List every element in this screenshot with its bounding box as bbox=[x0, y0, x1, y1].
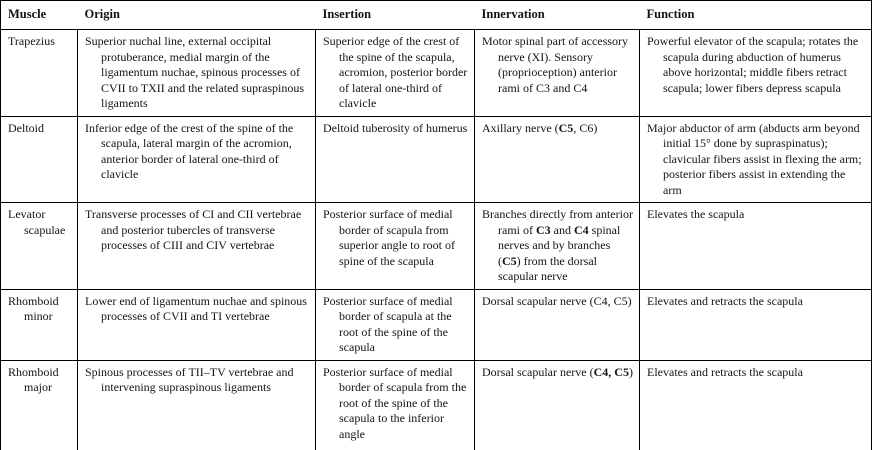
function-text: Elevates the scapula bbox=[647, 207, 745, 221]
function-cell bbox=[640, 203, 872, 290]
innervation-cell bbox=[475, 360, 640, 450]
innervation-cell bbox=[475, 30, 640, 117]
col-header-function: Function bbox=[640, 1, 872, 30]
origin-cell bbox=[78, 116, 316, 203]
origin-text: Lower end of ligamentum nuchae and spinous processes of CVII and TI vertebrae bbox=[85, 293, 307, 323]
col-header-origin: Origin bbox=[78, 1, 316, 30]
function-cell bbox=[640, 360, 872, 450]
table-header-row bbox=[1, 1, 872, 30]
origin-text: Inferior edge of the crest of the spine of the scapula, lateral margin of the acromion, anterior border of lateral one-third of clavicle bbox=[85, 120, 294, 181]
col-header-insertion: Insertion bbox=[316, 1, 475, 30]
muscle-name: Deltoid bbox=[8, 120, 44, 135]
function-cell bbox=[640, 116, 872, 203]
table-row-rhomboid-major bbox=[1, 360, 872, 450]
innervation-cell bbox=[475, 116, 640, 203]
function-text: Powerful elevator of the scapula; rotates the scapula during abduction of humerus above horizontal; middle fibers retract scapula; lower fibers depress scapula bbox=[647, 34, 859, 95]
origin-text: Transverse processes of CI and CII vertebrae and posterior tubercles of transverse processes of CIII and CIV vertebrae bbox=[85, 207, 302, 252]
muscle-cell bbox=[1, 360, 78, 450]
innervation-text: Branches directly from anterior rami of C3 and C4 spinal nerves and by branches (C5) from the dorsal scapular nerve bbox=[482, 207, 633, 283]
function-cell bbox=[640, 30, 872, 117]
insertion-text: Superior edge of the crest of the spine of the scapula, acromion, posterior border of lateral one-third of clavicle bbox=[323, 34, 468, 110]
function-cell bbox=[640, 289, 872, 360]
table-row-deltoid bbox=[1, 116, 872, 203]
table-row-trapezius bbox=[1, 30, 872, 117]
origin-cell bbox=[78, 30, 316, 117]
insertion-text: Posterior surface of medial border of scapula at the root of the spine of the scapula bbox=[323, 293, 453, 354]
origin-cell bbox=[78, 360, 316, 450]
function-text: Major abductor of arm (abducts arm beyond initial 15° done by supraspinatus); clavicular fibers assist in flexing the arm; posterior fibers assist in extending the arm bbox=[647, 120, 862, 197]
insertion-cell bbox=[316, 360, 475, 450]
insertion-cell bbox=[316, 203, 475, 290]
insertion-cell bbox=[316, 116, 475, 203]
muscle-cell bbox=[1, 289, 78, 360]
origin-cell bbox=[78, 203, 316, 290]
table-row-levator-scapulae bbox=[1, 203, 872, 290]
col-header-muscle: Muscle bbox=[1, 1, 78, 30]
origin-text: Superior nuchal line, external occipital protuberance, medial margin of the ligamentum nuchae, spinous processes of CVII to TXII and the related supraspinous ligaments bbox=[85, 34, 305, 110]
muscle-name: Trapezius bbox=[8, 34, 55, 48]
insertion-text: Deltoid tuberosity of humerus bbox=[323, 120, 468, 135]
insertion-cell bbox=[316, 289, 475, 360]
insertion-text: Posterior surface of medial border of scapula from superior angle to root of spine of the scapula bbox=[323, 207, 455, 268]
muscle-cell bbox=[1, 203, 78, 290]
col-header-innervation: Innervation bbox=[475, 1, 640, 30]
insertion-text: Posterior surface of medial border of scapula from the root of the spine of the scapula to the inferior angle bbox=[323, 364, 467, 441]
innervation-text: Motor spinal part of accessory nerve (XI). Sensory (proprioception) anterior rami of C3 and C4 bbox=[482, 34, 628, 95]
muscle-cell bbox=[1, 30, 78, 117]
muscle-name: Rhomboid minor bbox=[8, 293, 59, 323]
function-text: Elevates and retracts the scapula bbox=[647, 364, 803, 379]
innervation-text: Dorsal scapular nerve (C4, C5) bbox=[482, 293, 632, 308]
origin-cell bbox=[78, 289, 316, 360]
innervation-cell bbox=[475, 289, 640, 360]
origin-text: Spinous processes of TII–TV vertebrae and intervening supraspinous ligaments bbox=[85, 364, 294, 394]
function-text: Elevates and retracts the scapula bbox=[647, 293, 803, 308]
innervation-cell bbox=[475, 203, 640, 290]
table-row-rhomboid-minor bbox=[1, 289, 872, 360]
innervation-text: Dorsal scapular nerve (C4, C5) bbox=[482, 364, 633, 379]
insertion-cell bbox=[316, 30, 475, 117]
muscle-cell bbox=[1, 116, 78, 203]
innervation-text: Axillary nerve (C5, C6) bbox=[482, 120, 598, 135]
muscle-name: Rhomboid major bbox=[8, 364, 59, 394]
muscle-name: Levator scapulae bbox=[8, 207, 66, 237]
